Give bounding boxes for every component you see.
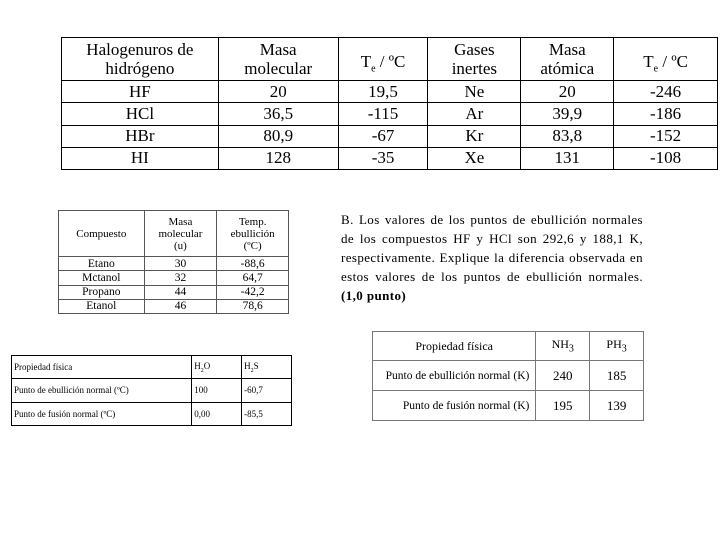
- header-gases-inertes: Gases inertes: [428, 38, 521, 81]
- table-cell: Etano: [59, 257, 145, 271]
- table-cell: Ne: [428, 81, 521, 103]
- table-row: [12, 402, 292, 425]
- table-cell: HCl: [62, 103, 219, 125]
- table-cell: Ar: [428, 103, 521, 125]
- table-cell: -60,7: [242, 379, 292, 402]
- header-propiedad-fisica: Propiedad física: [373, 332, 536, 361]
- table-row: [62, 125, 718, 147]
- table-cell: 240: [536, 361, 590, 391]
- table-cell: 30: [144, 257, 217, 271]
- table-row: [59, 271, 289, 285]
- header-te-2: $T_e$ / ºC: [614, 38, 718, 81]
- header-h2o: $H_2O$: [192, 356, 242, 379]
- table-row: [373, 391, 644, 421]
- table-cell: HBr: [62, 125, 219, 147]
- table-row: [59, 257, 289, 271]
- table-cell: -35: [338, 147, 428, 169]
- header-halogenuros: Halogenuros de hidrógeno: [62, 38, 219, 81]
- table-cell: 139: [590, 391, 644, 421]
- table-cell: -88,6: [217, 257, 289, 271]
- table-row: [62, 81, 718, 103]
- table-cell: Xe: [428, 147, 521, 169]
- header-ph3: $PH_3$: [590, 332, 644, 361]
- table-cell: -67: [338, 125, 428, 147]
- table-row: [59, 299, 289, 313]
- header-h2s: $H_2S$: [242, 356, 292, 379]
- table-cell: 100: [192, 379, 242, 402]
- table-row: [62, 103, 718, 125]
- table-cell: Mctanol: [59, 271, 145, 285]
- table-cell: 20: [218, 81, 338, 103]
- header-masa-atomica: Masa atómica: [521, 38, 614, 81]
- table-cell: 83,8: [521, 125, 614, 147]
- table-cell: -152: [614, 125, 718, 147]
- table-cell: 0,00: [192, 402, 242, 425]
- nh3-ph3-table: [372, 331, 644, 421]
- table-cell: HF: [62, 81, 219, 103]
- header-propiedad-fisica: Propiedad física: [12, 356, 192, 379]
- table-cell: Punto de fusión normal (ºC): [12, 402, 192, 425]
- table-cell: Propano: [59, 285, 145, 299]
- question-points: (1,0 punto): [341, 288, 407, 303]
- header-temp-ebullicion: Temp. ebullición (ºC): [217, 211, 289, 257]
- table-row: [373, 361, 644, 391]
- table-cell: 36,5: [218, 103, 338, 125]
- header-nh3: $NH_3$: [536, 332, 590, 361]
- table-cell: 19,5: [338, 81, 428, 103]
- header-masa-molecular-u: Masa molecular (u): [144, 211, 217, 257]
- table-cell: -246: [614, 81, 718, 103]
- header-te: $T_e$ / ºC: [338, 38, 428, 81]
- table-cell: -42,2: [217, 285, 289, 299]
- table-cell: 185: [590, 361, 644, 391]
- table-cell: 128: [218, 147, 338, 169]
- header-masa-molecular: Masa molecular: [218, 38, 338, 81]
- table-cell: 44: [144, 285, 217, 299]
- table-cell: -108: [614, 147, 718, 169]
- compuestos-table: [58, 210, 289, 314]
- table-cell: 78,6: [217, 299, 289, 313]
- table-cell: Kr: [428, 125, 521, 147]
- table-cell: 195: [536, 391, 590, 421]
- table-cell: 131: [521, 147, 614, 169]
- table-cell: 32: [144, 271, 217, 285]
- header-compuesto: Compuesto: [59, 211, 145, 257]
- table-cell: -85,5: [242, 402, 292, 425]
- table-cell: 46: [144, 299, 217, 313]
- table-cell: 80,9: [218, 125, 338, 147]
- table-cell: Punto de fusión normal (K): [373, 391, 536, 421]
- table-row: [59, 285, 289, 299]
- question-paragraph: [341, 210, 643, 305]
- table-row: [62, 147, 718, 169]
- table-cell: Punto de ebullición normal (K): [373, 361, 536, 391]
- table-row: [12, 379, 292, 402]
- table-cell: 39,9: [521, 103, 614, 125]
- table-row: [12, 356, 292, 379]
- halogenuros-table: [61, 37, 718, 170]
- question-text: B. Los valores de los puntos de ebullición normales de los compuestos HF y HCl son 292,6 y 188,1 K, respectivamente. Explique la diferencia observada en estos valores de los puntos de ebullición normales.: [341, 212, 643, 284]
- table-cell: HI: [62, 147, 219, 169]
- table-cell: -186: [614, 103, 718, 125]
- table-cell: -115: [338, 103, 428, 125]
- table-cell: Punto de ebullición normal (ºC): [12, 379, 192, 402]
- h2o-h2s-table: [11, 355, 292, 426]
- table-cell: 20: [521, 81, 614, 103]
- table-cell: Etanol: [59, 299, 145, 313]
- table-cell: 64,7: [217, 271, 289, 285]
